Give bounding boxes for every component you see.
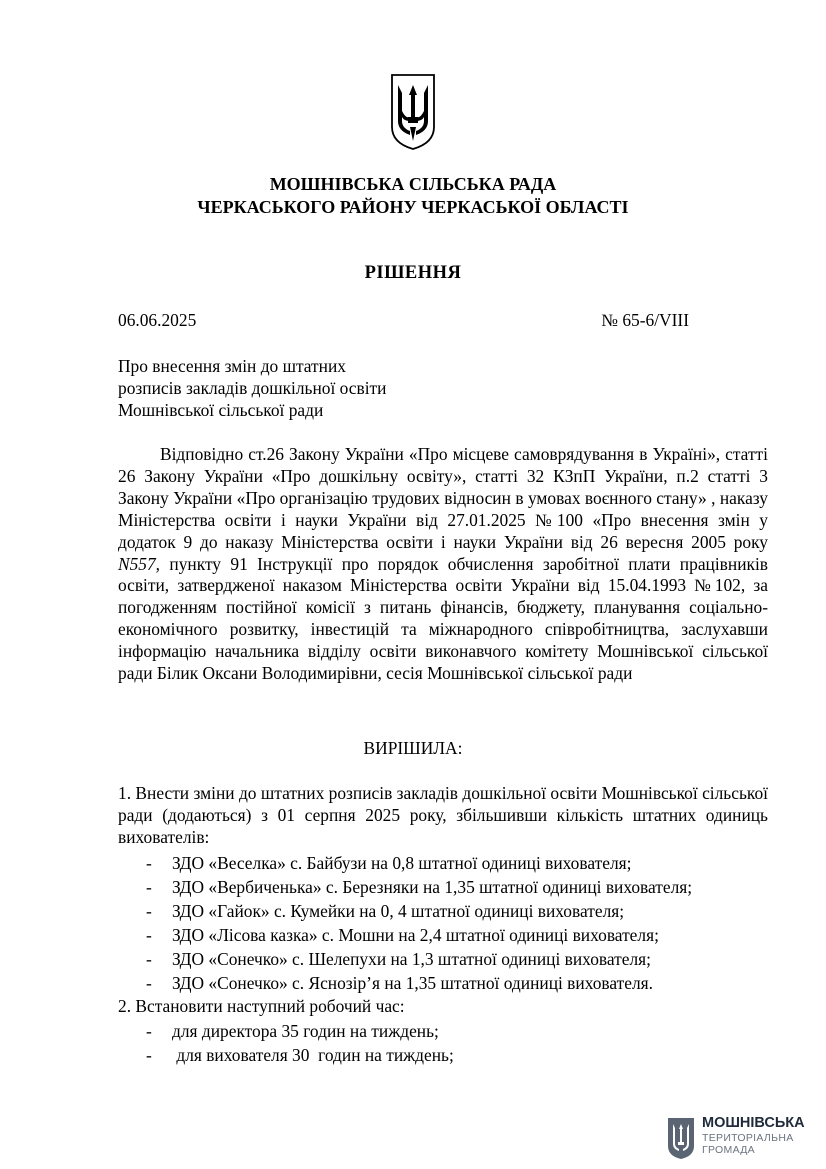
list-item-text: ЗДО «Лісова казка» с. Мошни на 2,4 штатної одиниці вихователя; bbox=[172, 925, 659, 945]
decision-date: 06.06.2025 bbox=[118, 310, 197, 330]
list-item bbox=[146, 1020, 439, 1042]
list-dash: - bbox=[146, 949, 152, 969]
list-item-text: для директора 35 годин на тиждень; bbox=[172, 1021, 439, 1041]
list-item-text: ЗДО «Гайок» с. Кумейки на 0, 4 штатної одиниці вихователя; bbox=[172, 901, 625, 921]
list-dash: - bbox=[146, 877, 152, 897]
council-name: МОШНІВСЬКА СІЛЬСЬКА РАДА bbox=[269, 174, 557, 194]
document-type: РІШЕННЯ bbox=[364, 263, 462, 283]
item-2-text: 2. Встановити наступний робочий час: bbox=[118, 996, 405, 1016]
preamble-paragraph bbox=[118, 444, 768, 685]
list-dash: - bbox=[146, 1045, 152, 1065]
list-item bbox=[146, 876, 692, 898]
list-dash: - bbox=[146, 973, 152, 993]
subject-line-2: розписів закладів дошкільної освіти bbox=[118, 378, 387, 398]
subject-line-3: Мошнівської сільської ради bbox=[118, 400, 324, 420]
list-item-text: ЗДО «Вербиченька» с. Березняки на 1,35 штатної одиниці вихователя; bbox=[172, 877, 693, 897]
preamble-order-number: N557, bbox=[118, 553, 161, 574]
decision-number: № 65-6/VIII bbox=[601, 310, 689, 330]
list-item bbox=[146, 924, 659, 946]
community-trident-icon bbox=[666, 1116, 696, 1160]
logo-subtitle-2: ГРОМАДА bbox=[702, 1144, 755, 1156]
list-item-text: ЗДО «Сонечко» с. Яснозір’я на 1,35 штатної одиниці вихователя. bbox=[172, 973, 654, 993]
list-item bbox=[146, 1044, 454, 1066]
list-dash: - bbox=[146, 1021, 152, 1041]
list-item bbox=[146, 972, 653, 994]
list-item-text: ЗДО «Сонечко» с. Шелепухи на 1,3 штатної одиниці вихователя; bbox=[172, 949, 651, 969]
community-logo bbox=[664, 1112, 814, 1164]
subject-line-1: Про внесення змін до штатних bbox=[118, 356, 346, 376]
list-dash: - bbox=[146, 901, 152, 921]
list-item bbox=[146, 900, 624, 922]
resolved-heading: ВИРІШИЛА: bbox=[363, 738, 463, 758]
list-item bbox=[146, 852, 631, 874]
list-item-text: ЗДО «Веселка» с. Байбузи на 0,8 штатної одиниці вихователя; bbox=[172, 853, 632, 873]
list-item bbox=[146, 948, 651, 970]
coat-of-arms-trident-icon bbox=[388, 71, 438, 151]
list-dash: - bbox=[146, 925, 152, 945]
list-item-text: для вихователя 30 годин на тиждень; bbox=[172, 1045, 454, 1065]
list-dash: - bbox=[146, 853, 152, 873]
preamble-part-2: пункту 91 Інструкції про порядок обчислення заробітної плати працівників освіти, затвердженої наказом Міністерства освіти України від 15.04.1993 №102, за погодженням постійної комісії з питань фінансів, бюджету, планування соціально-економічного розвитку, інвестицій та міжнародного співробітництва, заслухавши інформацію начальника відділу освіти виконавчого комітету Мошнівської сільської ради Білик Оксани Володимирівни, сесія Мошнівської сільської ради bbox=[118, 553, 768, 684]
logo-name: МОШНІВСЬКА bbox=[702, 1115, 805, 1131]
preamble-part-1: Відповідно ст.26 Закону України «Про місцеве самоврядування в Україні», статті 26 Закону України «Про дошкільну освіту», статті 32 КЗпП України, п.2 статті 3 Закону України «Про організацію трудових відносин в умовах воєнного стану» , наказу Міністерства освіти і науки України від 27.01.2025 №100 «Про внесення змін у додаток 9 до наказу Міністерства освіти і науки України від 26 вересня 2005 року bbox=[118, 444, 768, 552]
logo-subtitle-1: ТЕРИТОРІАЛЬНА bbox=[702, 1132, 794, 1144]
council-district: ЧЕРКАСЬКОГО РАЙОНУ ЧЕРКАСЬКОЇ ОБЛАСТІ bbox=[197, 197, 629, 217]
item-1-text: 1. Внести зміни до штатних розписів закладів дошкільної освіти Мошнівської сільської ради (додаються) з 01 серпня 2025 року, збільшивши кількість штатних одиниць вихователів: bbox=[118, 783, 768, 847]
